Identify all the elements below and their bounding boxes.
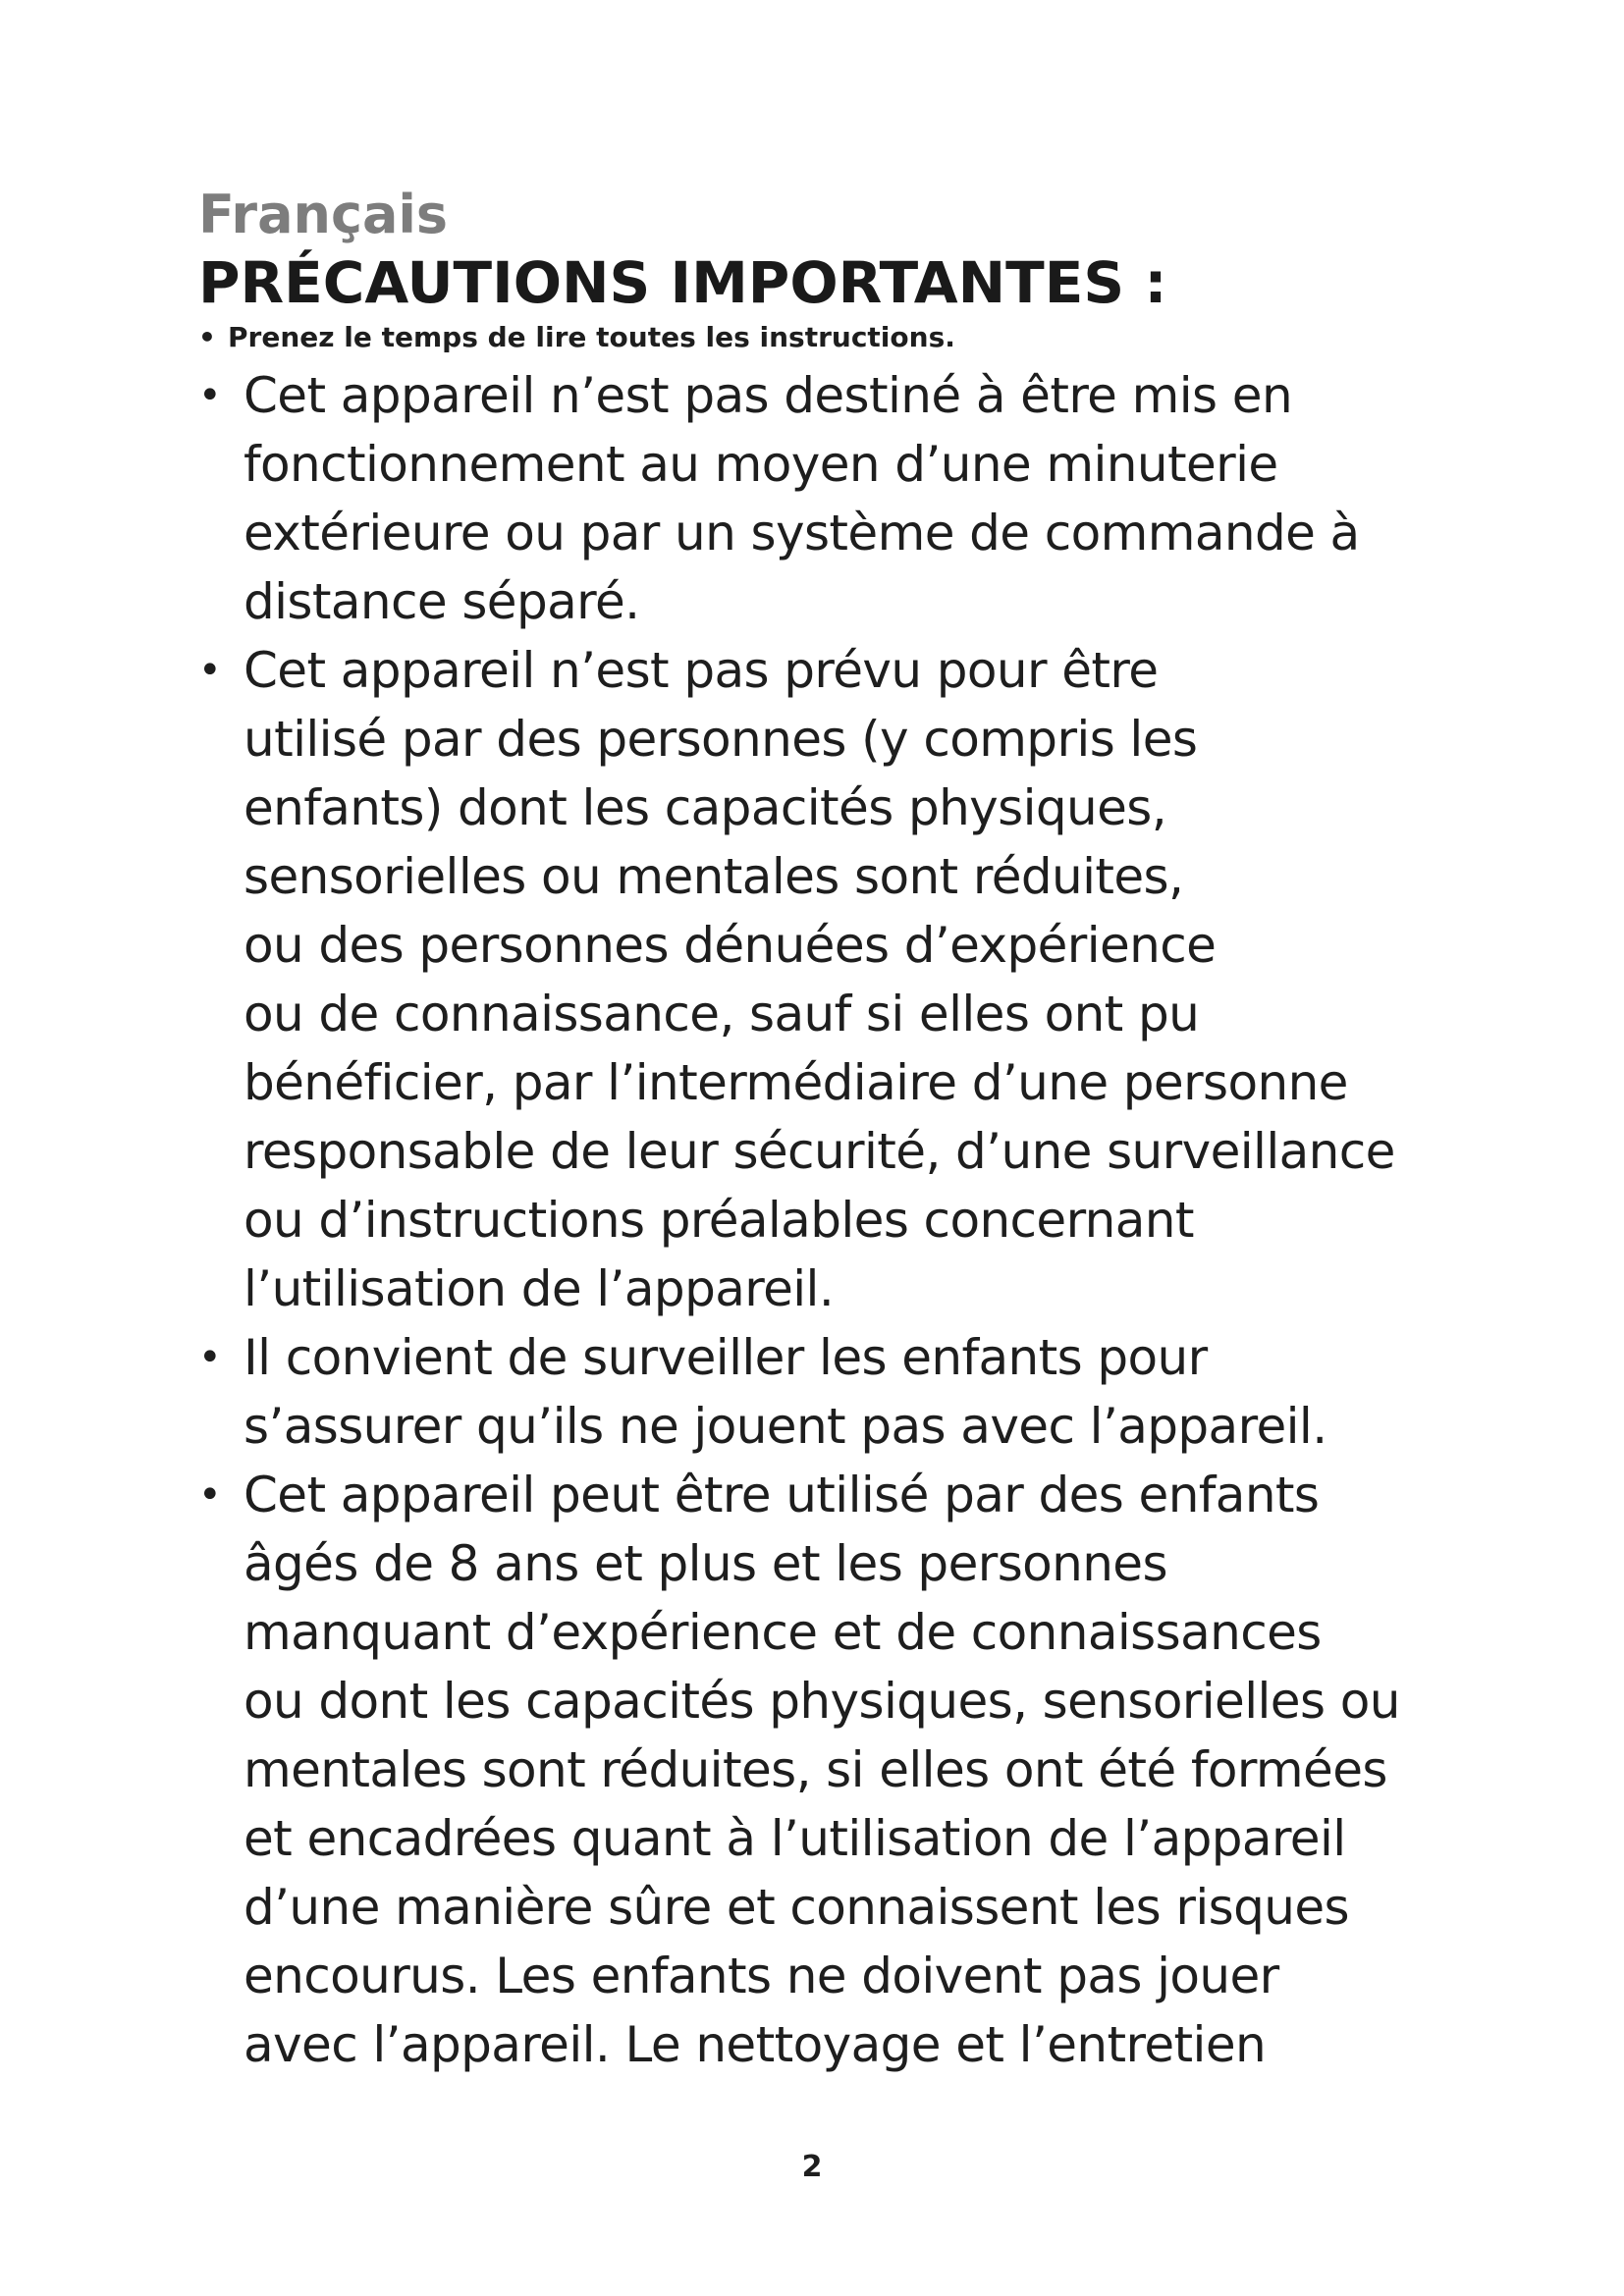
list-item-line: ou dont les capacités physiques, sensorielles ou: [244, 1673, 1400, 1730]
list-item-line: enfants) dont les capacités physiques,: [244, 779, 1167, 836]
list-item-line: avec l’appareil. Le nettoyage et l’entretien: [244, 2016, 1267, 2073]
precautions-list: [198, 361, 1514, 2079]
list-item-line: utilisé par des personnes (y compris les: [244, 711, 1198, 768]
list-item-line: s’assurer qu’ils ne jouent pas avec l’appareil.: [244, 1398, 1327, 1455]
bullet-icon: •: [198, 1472, 222, 1518]
list-item-line: responsable de leur sécurité, d’une surveillance: [244, 1123, 1395, 1180]
list-item-line: et encadrées quant à l’utilisation de l’appareil: [244, 1810, 1346, 1867]
list-item-line: d’une manière sûre et connaissent les risques: [244, 1879, 1349, 1936]
list-item-line: Cet appareil n’est pas prévu pour être: [244, 642, 1159, 699]
list-item-line: ou de connaissance, sauf si elles ont pu: [244, 986, 1200, 1042]
intro-note: [198, 316, 955, 359]
page-title: PRÉCAUTIONS IMPORTANTES :: [198, 249, 1167, 316]
list-item-line: ou d’instructions préalables concernant: [244, 1192, 1194, 1249]
list-item-line: manquant d’expérience et de connaissances: [244, 1604, 1322, 1661]
list-item-line: Il convient de surveiller les enfants pour: [244, 1329, 1208, 1386]
list-item-line: encourus. Les enfants ne doivent pas jouer: [244, 1948, 1279, 2004]
bullet-icon: •: [198, 1335, 222, 1380]
list-item-line: âgés de 8 ans et plus et les personnes: [244, 1535, 1167, 1592]
list-item-line: l’utilisation de l’appareil.: [244, 1260, 835, 1317]
bullet-icon: •: [198, 648, 222, 693]
bullet-icon: •: [198, 321, 216, 353]
list-item-line: ou des personnes dénuées d’expérience: [244, 917, 1217, 974]
list-item-line: sensorielles ou mentales sont réduites,: [244, 848, 1184, 905]
language-heading: Français: [198, 184, 449, 245]
list-item-line: Cet appareil peut être utilisé par des enfants: [244, 1467, 1320, 1523]
bullet-icon: •: [198, 373, 222, 418]
list-item: [198, 361, 1514, 636]
list-item-line: distance séparé.: [244, 573, 640, 630]
list-item-line: Cet appareil n’est pas destiné à être mis en: [244, 367, 1293, 424]
list-item: [198, 1461, 1514, 2079]
intro-text: Prenez le temps de lire toutes les instructions.: [228, 321, 955, 353]
list-item-line: fonctionnement au moyen d’une minuterie: [244, 436, 1278, 493]
list-item: [198, 636, 1514, 1323]
page-number: 2: [801, 2150, 823, 2184]
list-item-line: extérieure ou par un système de commande à: [244, 505, 1360, 561]
list-item-line: bénéficier, par l’intermédiaire d’une personne: [244, 1054, 1348, 1111]
list-item: [198, 1323, 1514, 1461]
list-item-line: mentales sont réduites, si elles ont été formées: [244, 1741, 1387, 1798]
